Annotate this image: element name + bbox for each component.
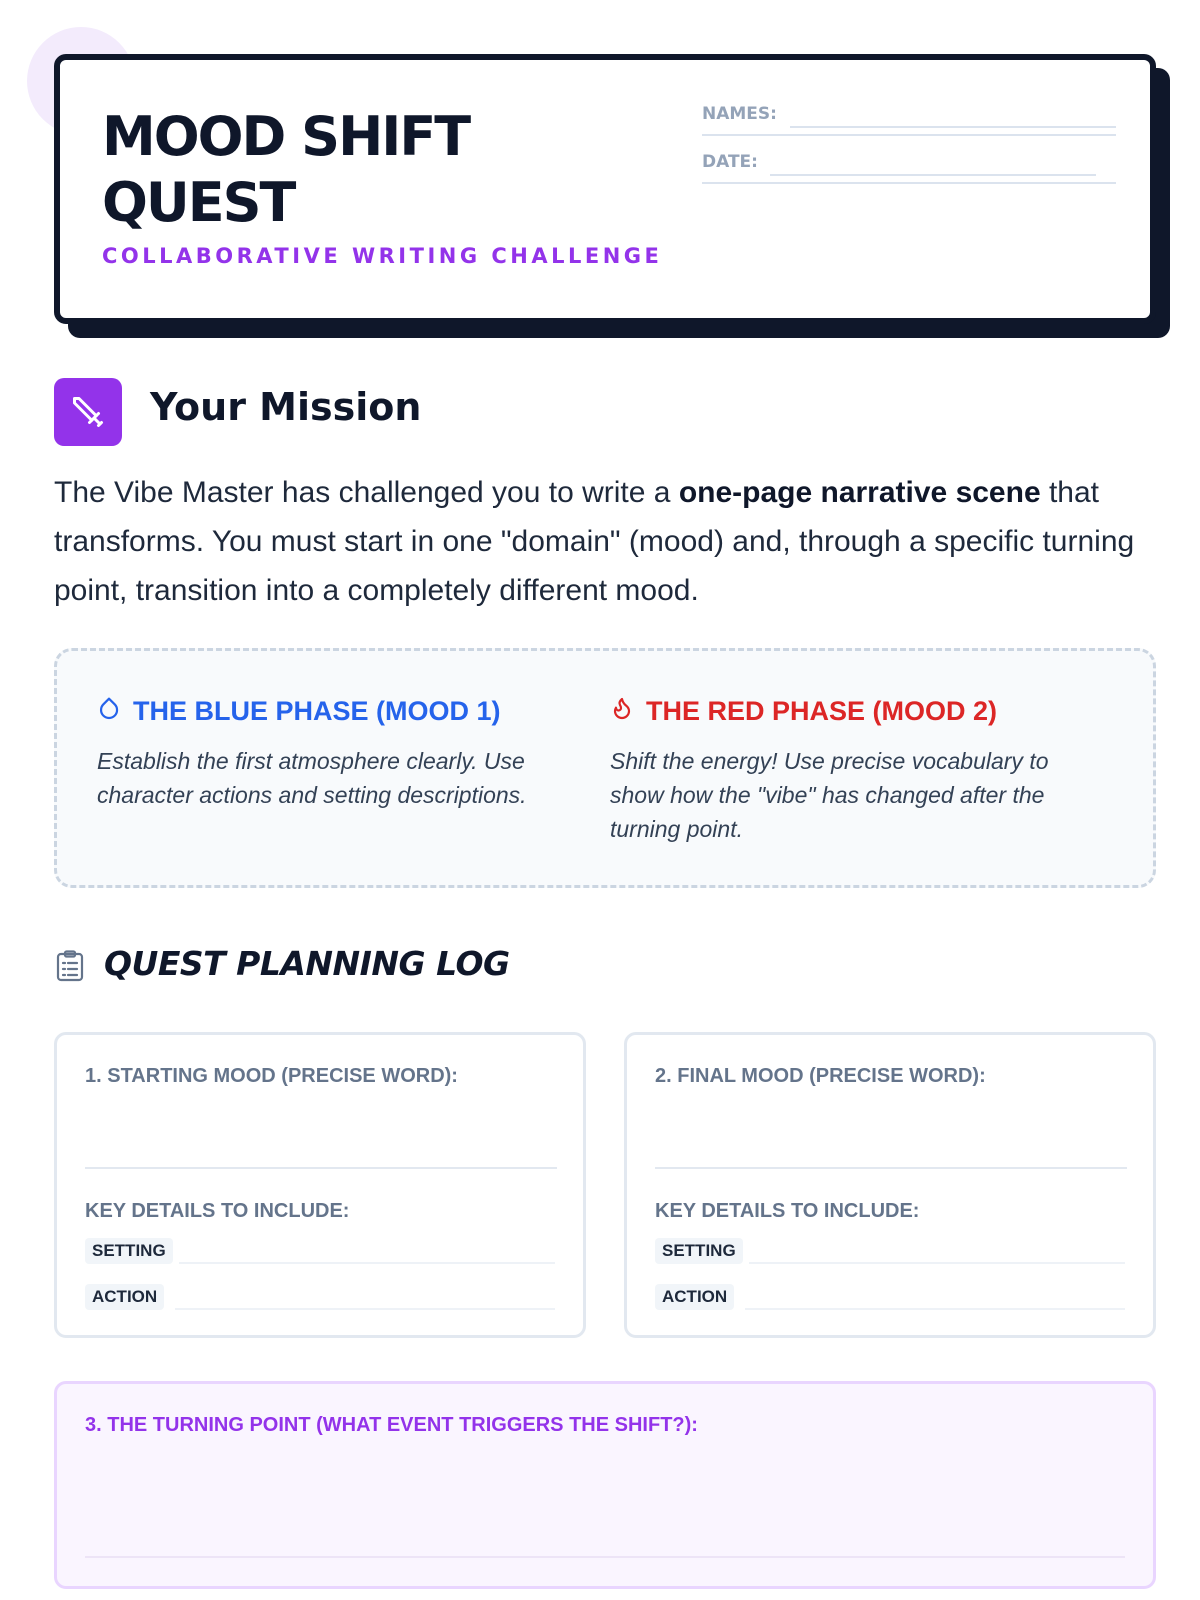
final-action-line[interactable] — [745, 1308, 1125, 1310]
final-mood-card — [624, 1032, 1156, 1338]
turning-point-card — [54, 1381, 1156, 1589]
final-action-tag: ACTION — [655, 1284, 734, 1310]
title-line-1: MOOD SHIFT — [102, 105, 470, 168]
red-phase-title: THE RED PHASE (MOOD 2) — [646, 696, 998, 726]
mission-text-start: The Vibe Master has challenged you to write a — [54, 476, 679, 509]
date-label: DATE: — [702, 152, 758, 172]
names-underline — [702, 134, 1116, 136]
starting-mood-card — [54, 1032, 586, 1338]
starting-action-line[interactable] — [175, 1308, 555, 1310]
starting-action-tag: ACTION — [85, 1284, 164, 1310]
turning-point-label: 3. THE TURNING POINT (WHAT EVENT TRIGGERS THE SHIFT?): — [85, 1414, 698, 1436]
blue-phase — [97, 695, 577, 812]
date-field[interactable] — [702, 148, 1116, 172]
starting-key-details-label: KEY DETAILS TO INCLUDE: — [85, 1200, 350, 1222]
mission-text-bold: one-page narrative scene — [678, 476, 1041, 509]
red-phase-description: Shift the energy! Use precise vocabulary to show how the "vibe" has changed after the turning point. — [610, 748, 1049, 842]
blue-phase-heading — [97, 695, 577, 728]
flame-icon — [610, 695, 634, 728]
title-line-2: QUEST — [102, 171, 295, 234]
starting-mood-label: 1. STARTING MOOD (PRECISE WORD): — [85, 1065, 458, 1087]
final-key-details-label: KEY DETAILS TO INCLUDE: — [655, 1200, 920, 1222]
header-card — [54, 54, 1156, 324]
starting-setting-tag: SETTING — [85, 1238, 173, 1264]
red-phase-heading — [610, 695, 1090, 728]
page-subtitle: COLLABORATIVE WRITING CHALLENGE — [102, 244, 663, 268]
droplet-icon — [97, 695, 121, 728]
page-title — [102, 104, 469, 236]
date-input-line[interactable] — [770, 174, 1096, 176]
blue-phase-title: THE BLUE PHASE (MOOD 1) — [133, 696, 501, 726]
names-field[interactable] — [702, 100, 1116, 124]
date-underline — [702, 182, 1116, 184]
starting-setting-line[interactable] — [179, 1262, 555, 1264]
blue-phase-description: Establish the first atmosphere clearly. Use character actions and setting descriptions. — [97, 748, 527, 808]
red-phase — [610, 695, 1090, 846]
names-input-line[interactable] — [790, 126, 1116, 128]
starting-mood-answer-line[interactable] — [85, 1167, 557, 1169]
clipboard-icon — [56, 950, 84, 982]
phases-box — [54, 648, 1156, 888]
mission-description — [54, 468, 1164, 615]
mission-text-end: that transforms. You must start in one "domain" (mood) and, through a specific turning point, transition into a completely different mood. — [54, 476, 1135, 607]
names-label: NAMES: — [702, 104, 777, 124]
planning-log-title: QUEST PLANNING LOG — [104, 944, 510, 983]
final-setting-tag: SETTING — [655, 1238, 743, 1264]
final-mood-label: 2. FINAL MOOD (PRECISE WORD): — [655, 1065, 986, 1087]
final-mood-answer-line[interactable] — [655, 1167, 1127, 1169]
sword-icon — [54, 378, 122, 446]
final-setting-line[interactable] — [749, 1262, 1125, 1264]
turning-point-answer-line[interactable] — [85, 1556, 1125, 1558]
mission-title: Your Mission — [150, 385, 422, 429]
